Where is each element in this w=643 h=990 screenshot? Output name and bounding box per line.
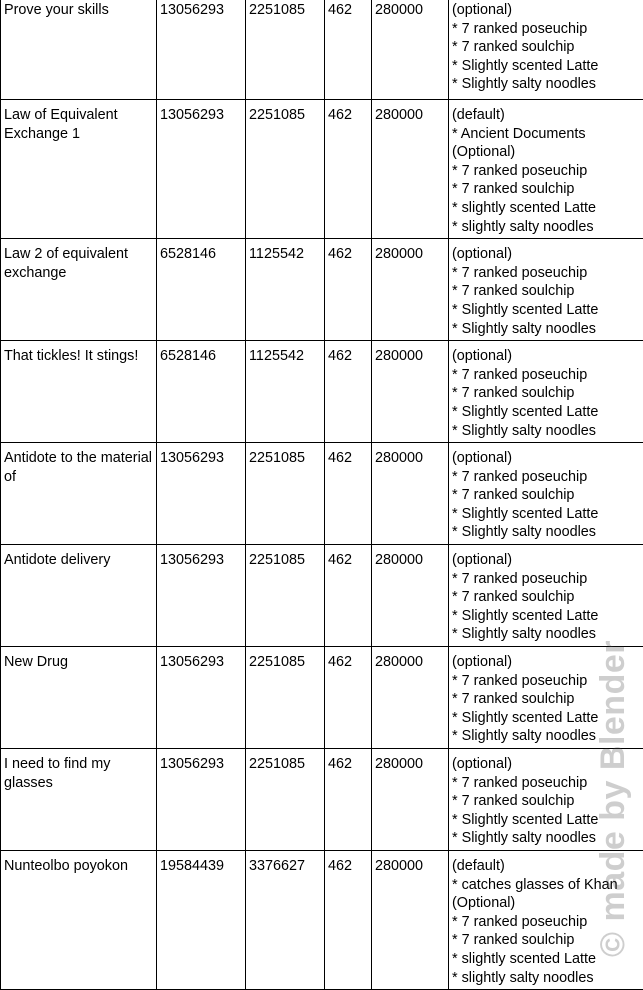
value-cell-1: 13056293 <box>157 443 246 545</box>
table-row <box>1 100 643 239</box>
reward-cell <box>449 647 643 749</box>
reward-line: * 7 ranked soulchip <box>452 38 640 57</box>
value-cell-3: 462 <box>325 443 372 545</box>
reward-line: (optional) <box>452 1 640 20</box>
value-cell-1: 13056293 <box>157 545 246 647</box>
reward-line: * 7 ranked soulchip <box>452 690 640 709</box>
reward-line: * 7 ranked soulchip <box>452 282 640 301</box>
value-cell-4: 280000 <box>372 443 449 545</box>
reward-line: (Optional) <box>452 894 640 913</box>
table-row <box>1 239 643 341</box>
value-cell-4: 280000 <box>372 850 449 989</box>
reward-line: * Slightly scented Latte <box>452 57 640 76</box>
quest-name-cell: I need to find my glasses <box>1 749 157 851</box>
reward-cell <box>449 545 643 647</box>
reward-line: (optional) <box>452 449 640 468</box>
reward-cell <box>449 341 643 443</box>
value-cell-4: 280000 <box>372 0 449 100</box>
quest-name-cell: Prove your skills <box>1 0 157 100</box>
value-cell-3: 462 <box>325 647 372 749</box>
reward-cell <box>449 749 643 851</box>
reward-line: * Slightly scented Latte <box>452 301 640 320</box>
reward-line: * 7 ranked poseuchip <box>452 570 640 589</box>
value-cell-2: 1125542 <box>246 341 325 443</box>
value-cell-2: 2251085 <box>246 100 325 239</box>
value-cell-3: 462 <box>325 850 372 989</box>
watermark: © made by Blender <box>594 640 633 957</box>
reward-line: * Slightly salty noodles <box>452 727 640 746</box>
reward-cell <box>449 100 643 239</box>
reward-line: (default) <box>452 857 640 876</box>
reward-line: * 7 ranked poseuchip <box>452 913 640 932</box>
quest-name-cell: Law of Equivalent Exchange 1 <box>1 100 157 239</box>
reward-line: * 7 ranked poseuchip <box>452 20 640 39</box>
value-cell-2: 2251085 <box>246 749 325 851</box>
reward-line: * 7 ranked poseuchip <box>452 366 640 385</box>
reward-line: * Slightly salty noodles <box>452 320 640 339</box>
reward-line: * catches glasses of Khan <box>452 876 640 895</box>
value-cell-2: 3376627 <box>246 850 325 989</box>
reward-line: * 7 ranked poseuchip <box>452 672 640 691</box>
quest-name-cell: That tickles! It stings! <box>1 341 157 443</box>
reward-cell <box>449 0 643 100</box>
value-cell-1: 13056293 <box>157 100 246 239</box>
value-cell-4: 280000 <box>372 341 449 443</box>
reward-line: * 7 ranked poseuchip <box>452 264 640 283</box>
table-row <box>1 0 643 100</box>
value-cell-2: 2251085 <box>246 443 325 545</box>
reward-line: * 7 ranked poseuchip <box>452 162 640 181</box>
value-cell-3: 462 <box>325 545 372 647</box>
reward-line: * Slightly scented Latte <box>452 403 640 422</box>
reward-line: * 7 ranked soulchip <box>452 588 640 607</box>
value-cell-2: 2251085 <box>246 0 325 100</box>
value-cell-4: 280000 <box>372 100 449 239</box>
reward-line: * 7 ranked soulchip <box>452 931 640 950</box>
table-row <box>1 443 643 545</box>
value-cell-3: 462 <box>325 239 372 341</box>
reward-line: * Slightly salty noodles <box>452 829 640 848</box>
quest-table-body <box>1 0 643 990</box>
quest-name-cell: New Drug <box>1 647 157 749</box>
reward-line: * Slightly scented Latte <box>452 811 640 830</box>
reward-line: * 7 ranked soulchip <box>452 486 640 505</box>
reward-line: (optional) <box>452 245 640 264</box>
value-cell-3: 462 <box>325 100 372 239</box>
value-cell-1: 13056293 <box>157 749 246 851</box>
table-row <box>1 545 643 647</box>
quest-name-cell: Nunteolbo poyokon <box>1 850 157 989</box>
value-cell-3: 462 <box>325 749 372 851</box>
reward-line: * 7 ranked poseuchip <box>452 774 640 793</box>
quest-name-cell: Antidote to the material of <box>1 443 157 545</box>
reward-line: * slightly salty noodles <box>452 218 640 237</box>
value-cell-4: 280000 <box>372 239 449 341</box>
reward-line: * Slightly salty noodles <box>452 625 640 644</box>
reward-line: (default) <box>452 106 640 125</box>
value-cell-4: 280000 <box>372 647 449 749</box>
value-cell-2: 1125542 <box>246 239 325 341</box>
value-cell-4: 280000 <box>372 545 449 647</box>
value-cell-2: 2251085 <box>246 545 325 647</box>
reward-cell <box>449 443 643 545</box>
reward-line: * Slightly scented Latte <box>452 505 640 524</box>
reward-line: * Slightly scented Latte <box>452 607 640 626</box>
reward-line: (optional) <box>452 653 640 672</box>
table-row <box>1 341 643 443</box>
value-cell-3: 462 <box>325 341 372 443</box>
reward-line: (optional) <box>452 755 640 774</box>
reward-cell <box>449 239 643 341</box>
reward-line: * 7 ranked soulchip <box>452 180 640 199</box>
reward-line: * Slightly salty noodles <box>452 523 640 542</box>
table-row <box>1 749 643 851</box>
value-cell-1: 13056293 <box>157 647 246 749</box>
reward-line: * 7 ranked soulchip <box>452 792 640 811</box>
value-cell-1: 19584439 <box>157 850 246 989</box>
reward-line: * Slightly salty noodles <box>452 422 640 441</box>
table-row <box>1 647 643 749</box>
value-cell-1: 6528146 <box>157 341 246 443</box>
value-cell-2: 2251085 <box>246 647 325 749</box>
value-cell-1: 13056293 <box>157 0 246 100</box>
reward-line: * slightly scented Latte <box>452 199 640 218</box>
reward-line: * 7 ranked poseuchip <box>452 468 640 487</box>
reward-line: * Ancient Documents <box>452 125 640 144</box>
reward-line: * Slightly salty noodles <box>452 75 640 94</box>
reward-line: * Slightly scented Latte <box>452 709 640 728</box>
reward-line: * slightly salty noodles <box>452 969 640 988</box>
value-cell-4: 280000 <box>372 749 449 851</box>
quest-name-cell: Antidote delivery <box>1 545 157 647</box>
reward-line: (Optional) <box>452 143 640 162</box>
value-cell-3: 462 <box>325 0 372 100</box>
reward-line: (optional) <box>452 551 640 570</box>
reward-line: * slightly scented Latte <box>452 950 640 969</box>
reward-line: * 7 ranked soulchip <box>452 384 640 403</box>
quest-name-cell: Law 2 of equivalent exchange <box>1 239 157 341</box>
reward-line: (optional) <box>452 347 640 366</box>
value-cell-1: 6528146 <box>157 239 246 341</box>
